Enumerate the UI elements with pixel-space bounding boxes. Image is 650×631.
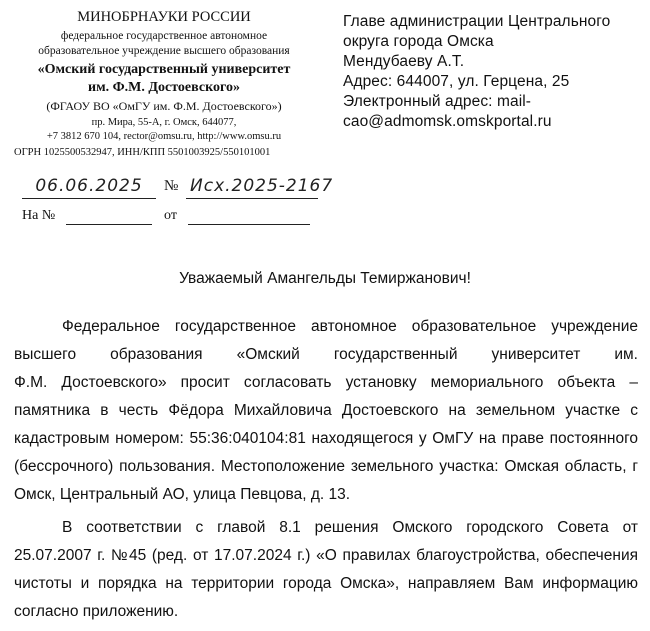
paragraph-line: высшего образования «Омский государственный университет им. — [14, 346, 638, 363]
university-ogrn: ОГРН 1025500532947, ИНН/КПП 5501003925/550101001 — [14, 146, 271, 158]
university-name-line-2: им. Ф.М. Достоевского» — [88, 79, 240, 95]
paragraph-line: чистоты и порядка на территории города Омска», направляем Вам информацию — [14, 575, 638, 592]
paragraph-2 — [14, 514, 638, 626]
paragraph-line: согласно приложению. — [14, 603, 179, 620]
paragraph-line: 25.07.2007 г. №45 (ред. от 17.07.2024 г.) «О правилах благоустройства, обеспечения — [14, 547, 638, 564]
addressee-line: округа города Омска — [343, 33, 494, 50]
addressee-line: Главе администрации Центрального — [343, 13, 611, 30]
ministry-name: МИНОБРНАУКИ РОССИИ — [77, 9, 251, 25]
reply-number-line — [66, 224, 152, 225]
organization-type-line-1: федеральное государственное автономное — [60, 29, 268, 42]
addressee-line: Электронный адрес: mail- — [343, 93, 532, 110]
paragraph-line: В соответствии с главой 8.1 решения Омского городского Совета от — [62, 519, 638, 536]
addressee-line: cao@admomsk.omskportal.ru — [343, 113, 552, 130]
organization-type-line-2: образовательное учреждение высшего образования — [38, 45, 290, 57]
paragraph-line: памятника в честь Фёдора Михайловича Достоевского на земельном участке с — [14, 402, 638, 419]
paragraph-line: (бессрочного) пользования. Местоположение земельного участка: Омская область, г — [14, 458, 638, 475]
paragraph-line: Омск, Центральный АО, улица Певцова, д. 13. — [14, 486, 351, 503]
number-underline — [186, 198, 318, 199]
university-address: пр. Мира, 55-А, г. Омск, 644077, — [91, 116, 237, 128]
university-name-line-1: «Омский государственный университет — [37, 61, 291, 77]
addressee-line: Мендубаеву А.Т. — [343, 53, 465, 70]
reply-from-label: от — [164, 208, 177, 223]
paragraph-1 — [14, 313, 638, 509]
letterhead — [14, 10, 314, 158]
addressee-line: Адрес: 644007, ул. Герцена, 25 — [343, 73, 570, 90]
paragraph-line: кадастровым номером: 55:36:040104:81 находящегося у ОмГУ на праве постоянного — [14, 430, 638, 447]
paragraph-line: Федеральное государственное автономное образовательное учреждение — [62, 318, 638, 335]
addressee-block — [343, 12, 643, 132]
outgoing-date: 06.06.2025 — [35, 176, 143, 196]
number-sign: № — [164, 178, 179, 194]
paragraph-line: Ф.М. Достоевского» просит согласовать установку мемориального объекта – — [14, 374, 638, 391]
university-contacts: +7 3812 670 104, rector@omsu.ru, http://www.omsu.ru — [46, 131, 282, 142]
university-abbreviation: (ФГАОУ ВО «ОмГУ им. Ф.М. Достоевского») — [46, 98, 282, 113]
greeting: Уважаемый Амангельды Темиржанович! — [179, 270, 471, 287]
reply-to-number-label: На № — [22, 208, 56, 223]
reply-date-line — [188, 224, 310, 225]
date-underline — [22, 198, 156, 199]
outgoing-number: Исх.2025-2167 — [190, 176, 334, 196]
